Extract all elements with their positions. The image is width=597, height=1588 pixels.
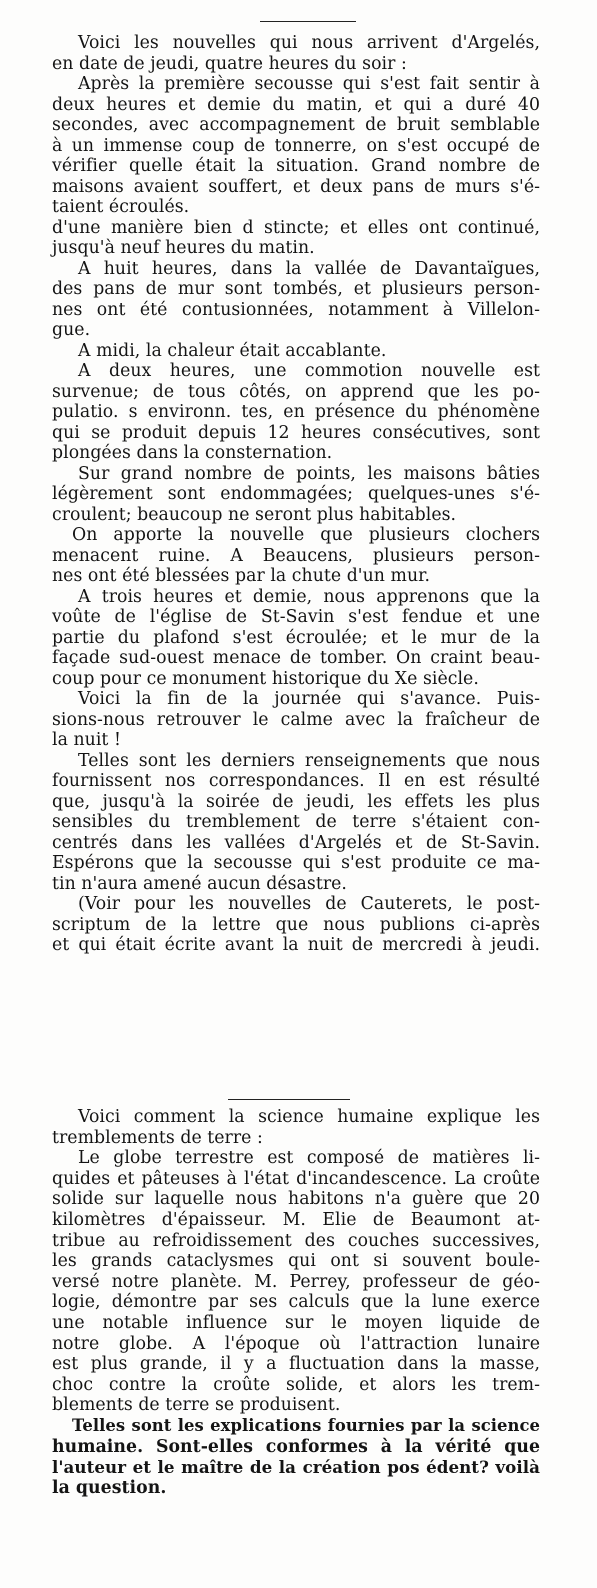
text-line: deux heures et demie du matin, et qui a duré 40 [52,94,540,115]
text-line: nes ont été blessées par la chute d'un mur. [52,566,431,586]
text-line: Voici les nouvelles qui nous arrivent d'Argelés, [78,33,540,53]
text-line: A trois heures et demie, nous apprenons que la [78,586,540,607]
text-line: Telles sont les derniers renseignements que nous [78,750,540,771]
text-line: menacent ruine. A Beaucens, plusieurs person- [52,545,540,566]
text-line: les grands cataclysmes qui ont si souvent boule- [52,1251,540,1272]
text-line: On apporte la nouvelle que plusieurs clochers [72,525,540,545]
text-line: scriptum de la lettre que nous publions ci-après [52,914,540,935]
text-line: voûte de l'église de St-Savin s'est fendue et une [52,607,540,627]
text-line: Espérons que la secousse qui s'est produite ce ma- [52,853,540,873]
text-line: fournissent nos correspondances. Il en est résulté [52,771,540,791]
text-line: logie, démontre par ses calculs que la lune exerce [52,1292,540,1313]
text-line: (Voir pour les nouvelles de Cauterets, le post- [78,894,540,914]
text-line: maisons avaient souffert, et deux pans de murs s'é- [52,176,540,197]
text-line: A huit heures, dans la vallée de Davantaïgues, [78,258,540,279]
text-line: jusqu'à neuf heures du matin. [52,238,315,258]
text-line: tin n'aura amené aucun désastre. [52,873,347,894]
text-line: que, jusqu'à la soirée de jeudi, les effets les plus [52,791,540,812]
text-line: légèrement sont endommagées; quelques-unes s'é- [52,484,540,504]
text-line: Telles sont les explications fournies par la science [72,1416,540,1435]
text-line: plongées dans la consternation. [52,443,333,463]
text-line: centrés dans les vallées d'Argelés et de St-Savin. [52,832,540,853]
text-line: et qui était écrite avant la nuit de mercredi à jeudi. [52,935,540,955]
text-line: croulent; beaucoup ne seront plus habitables. [52,504,457,525]
text-line: façade sud-ouest menace de tomber. On craint beau- [52,648,540,668]
text-line: partie du plafond s'est écroulée; et le mur de la [52,627,540,648]
text-line: est plus grande, il y a fluctuation dans la masse, [52,1354,540,1375]
text-line: humaine. Sont-elles conformes à la vérité que [52,1436,540,1457]
text-line: secondes, avec accompagnement de bruit semblable [52,115,540,135]
text-line: A midi, la chaleur était accablante. [78,340,387,361]
text-line: versé notre planète. M. Perrey, professeur de géo- [52,1271,540,1292]
text-line: quides et pâteuses à l'état d'incandescence. La croûte [52,1168,540,1189]
text-line: à un immense coup de tonnerre, on s'est occupé de [52,135,540,156]
text-line: pulatio. s environn. tes, en présence du phénomène [52,402,540,422]
text-line: la question. [52,1477,167,1498]
text-line: tribue au refroidissement des couches successives, [52,1230,540,1251]
text-line: sions-nous retrouver le calme avec la fraîcheur de [52,709,540,730]
top-separator-rule [260,21,356,22]
text-line: blements de terre se produisent. [52,1395,341,1416]
text-line: Voici comment la science humaine explique les [78,1107,540,1127]
text-line: Le globe terrestre est composé de matières li- [78,1148,540,1169]
text-line: A deux heures, une commotion nouvelle est [78,361,540,381]
text-line: d'une manière bien d stincte; et elles ont continué, [52,217,540,238]
text-line: coup pour ce monument historique du Xe siècle. [52,668,479,689]
text-line: kilomètres d'épaisseur. M. Elie de Beaumont at- [52,1210,540,1230]
text-line: survenue; de tous côtés, on apprend que les po- [52,381,540,402]
text-line: notre globe. A l'époque où l'attraction lunaire [52,1333,540,1354]
text-line: vérifier quelle était la situation. Grand nombre de [52,156,540,176]
text-line: une notable influence sur le moyen liquide de [52,1313,540,1333]
text-line: nes ont été contusionnées, notamment à Villelon- [52,299,540,320]
section-separator-rule [228,1099,350,1100]
text-line: gue. [52,320,91,340]
text-line: des pans de mur sont tombés, et plusieurs person- [52,279,540,299]
text-line: qui se produit depuis 12 heures consécutives, sont [52,422,540,443]
text-line: Voici la fin de la journée qui s'avance. Puis- [78,689,540,709]
text-line: tremblements de terre : [52,1127,263,1148]
text-line: l'auteur et le maître de la création pos édent? voilà [52,1457,540,1478]
text-line: Sur grand nombre de points, les maisons bâties [78,463,540,484]
text-line: Après la première secousse qui s'est fait sentir à [78,74,540,94]
text-line: taient écroulés. [52,197,190,217]
text-line: choc contre la croûte solide, et alors les trem- [52,1374,540,1395]
text-line: en date de jeudi, quatre heures du soir : [52,53,407,74]
text-line: solide sur laquelle nous habitons n'a guère que 20 [52,1189,540,1210]
text-line: sensibles du tremblement de terre s'étaient con- [52,812,540,832]
text-line: la nuit ! [52,730,121,750]
